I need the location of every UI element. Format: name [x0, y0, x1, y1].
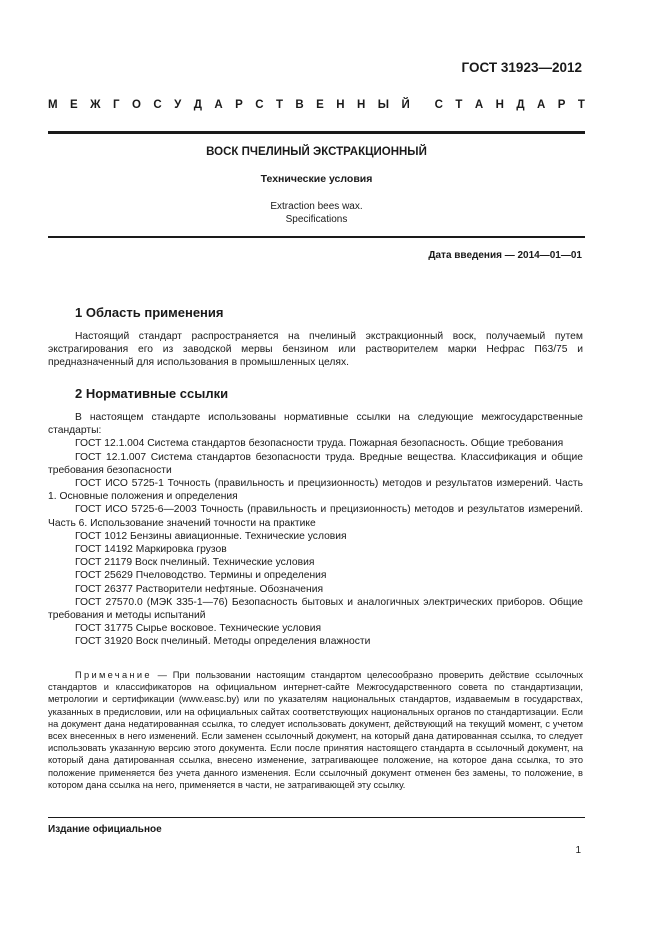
banner-letter: М [48, 99, 58, 111]
reference-item: ГОСТ 31775 Сырье восковое. Технические условия [75, 623, 322, 635]
reference-item: ГОСТ 12.1.004 Система стандартов безопасности труда. Пожарная безопасность. Общие требования [75, 438, 564, 450]
banner-letter: А [474, 99, 484, 111]
banner-letter: Т [275, 99, 283, 111]
banner-letter: Ы [377, 99, 390, 111]
edition-label: Издание официальное [48, 824, 162, 835]
banner-letter: Е [70, 99, 78, 111]
banner-letter: Г [112, 99, 120, 111]
banner-letter: Е [316, 99, 324, 111]
reference-item: ГОСТ 25629 Пчеловодство. Термины и определения [75, 570, 327, 582]
note-label: Примечание [75, 670, 152, 680]
banner-letter: Ж [90, 99, 101, 111]
reference-item: ГОСТ 27570.0 (МЭК 335-1—76) Безопасность бытовых и аналогичных электрических приборов. Общие требования и методы испытаний [48, 596, 583, 622]
reference-item: ГОСТ ИСО 5725-1 Точность (правильность и прецизионность) методов и результатов измерений. Часть 1. Основные положения и определения [48, 478, 583, 503]
note-block [48, 669, 583, 791]
banner-letter: А [536, 99, 546, 111]
banner-letter: В [295, 99, 304, 111]
reference-item: ГОСТ 31920 Воск пчелиный. Методы определения влажности [75, 636, 371, 648]
section-1-text [48, 330, 583, 370]
references-intro: В настоящем стандарте использованы нормативные ссылки на следующие межгосударственные стандарты: [48, 412, 583, 437]
section-1-heading: 1 Область применения [75, 305, 224, 320]
banner-letter: С [255, 99, 264, 111]
banner-letter: Н [495, 99, 504, 111]
english-title [48, 200, 585, 226]
interstate-standard-banner [48, 99, 585, 111]
banner-letter: Н [357, 99, 366, 111]
banner-letter: Д [516, 99, 525, 111]
reference-item: ГОСТ 14192 Маркировка грузов [75, 544, 227, 556]
header-rule [48, 131, 585, 134]
footer-rule [48, 817, 585, 818]
banner-letter: Т [455, 99, 463, 111]
banner-letter: Н [336, 99, 345, 111]
reference-item: ГОСТ ИСО 5725-6—2003 Точность (правильность и прецизионность) методов и результатов измерений. Часть 6. Использование значений точности на практике [48, 504, 583, 529]
banner-letter: Й [401, 99, 410, 111]
banner-letter: Т [577, 99, 585, 111]
banner-letter: Д [193, 99, 202, 111]
standard-subtitle: Технические условия [260, 173, 373, 185]
banner-letter: Р [235, 99, 243, 111]
title-rule [48, 236, 585, 238]
standard-title: ВОСК ПЧЕЛИНЫЙ ЭКСТРАКЦИОННЫЙ [206, 146, 427, 158]
banner-letter: У [174, 99, 182, 111]
banner-letter: Р [557, 99, 566, 111]
section-1-paragraph: Настоящий стандарт распространяется на пчелиный экстракционный воск, получаемый путем экстрагирования его из заводской мервы бензином или растворителем марки Нефрас П63/75 и предназначенный для использования в промышленных целях. [48, 331, 583, 369]
banner-letter: О [131, 99, 141, 111]
reference-item: ГОСТ 26377 Растворители нефтяные. Обозначения [75, 583, 324, 595]
section-2-text [48, 411, 583, 649]
note-text: — При пользовании настоящим стандартом целесообразно проверить действие ссылочных стандартов и классификаторов на официальном интернет-сайте Межгосударственного совета по стандартизации, метрологии и сертификации (www.easc.by) или по указателям национальных стандартов, издаваемым в государствах, указанных в предисловии, или на официальных сайтах соответствующих национальных органов по стандартизации. Если на документ дана недатированная ссылка, то следует использовать документ, действующий на текущий момент, с учетом всех внесенных в него изменений. Если заменен ссылочный документ, на который дана датированная ссылка, то следует использовать указанную версию этого документа. Если после принятия настоящего стандарта в ссылочный документ, на который дана датированная ссылка, внесено изменение, затрагивающее положение, на которое дана ссылка, то это положение применяется без учета данного изменения. Если ссылочный документ отменен без замены, то положение, в котором дана ссылка на него, применяется в части, не затрагивающей эту ссылку. [48, 670, 583, 790]
english-title-line-1: Extraction bees wax. [270, 201, 363, 212]
document-number: ГОСТ 31923—2012 [461, 60, 582, 75]
english-title-line-2: Specifications [285, 214, 348, 225]
page-number: 1 [575, 845, 581, 856]
banner-letter: С [434, 99, 443, 111]
introduction-date: Дата введения — 2014—01—01 [428, 250, 582, 261]
banner-letter: С [153, 99, 162, 111]
reference-item: ГОСТ 12.1.007 Система стандартов безопасности труда. Вредные вещества. Классификация и общие требования безопасности [48, 451, 583, 476]
reference-item: ГОСТ 21179 Воск пчелиный. Технические условия [75, 557, 315, 569]
reference-item: ГОСТ 1012 Бензины авиационные. Технические условия [75, 530, 347, 542]
banner-letter: А [214, 99, 223, 111]
section-2-heading: 2 Нормативные ссылки [75, 386, 229, 401]
